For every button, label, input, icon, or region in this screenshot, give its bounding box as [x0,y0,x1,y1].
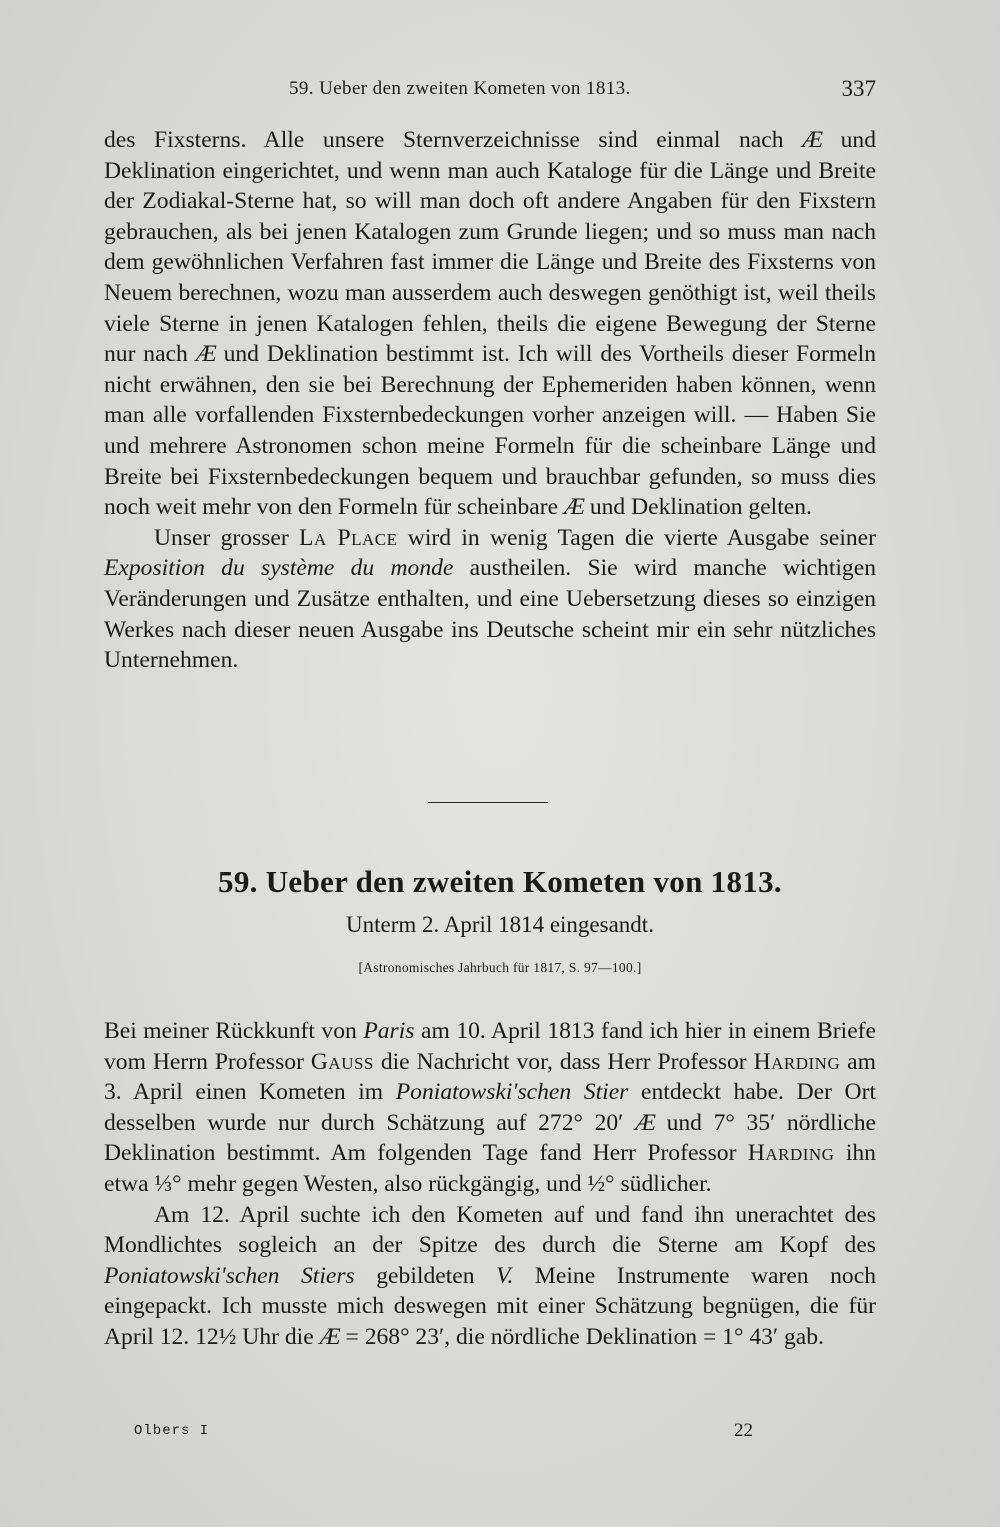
text-run: und Deklination eingerichtet, und wenn man auch Kataloge für die Länge und Breite der Zodiakal-Sterne hat, so will man doch oft andere Angaben für den Fixstern gebrauchen, als bei jenen Katalogen zum Grunde liegen; und so muss man nach dem gewöhnlichen Verfahren fast immer die Länge und Breite des Fixsterns von Neuem berechnen, wozu man ausserdem auch deswegen genöthigt ist, weil theils viele Sterne in jenen Katalogen fehlen, theils die eigene Bewegung der Sterne nur nach [104,127,876,368]
text-run: wird in wenig Tagen die vierte Ausgabe seiner [397,524,876,551]
text-run: Unser grosser [154,524,300,551]
page-footer [134,1420,834,1450]
text-run: am 3. April einen Kometen im [104,1048,876,1106]
section-source: [Astronomisches Jahrbuch für 1817, S. 97—100.] [358,960,642,975]
fraction: ½ [587,1170,606,1197]
text-run: ° mehr gegen Westen, also rückgängig, und [172,1170,588,1197]
text-run: Meine Instrumente waren noch eingepackt. Ich musste mich deswegen mit einer Schätzung begnügen, die für April 12. 12 [104,1262,876,1350]
text-run: ihn etwa [104,1140,876,1197]
text-run: und 7° 35′ nördliche Deklination bestimmt. Am folgenden Tage fand Herr Professor [104,1109,876,1167]
text-run: ° südlicher. [605,1170,712,1197]
text-run: gebildeten [354,1262,497,1289]
text-run: austheilen. Sie wird manche wichtigen Veränderungen und Zusätze enthalten, und eine Uebersetzung dieses so einzigen Werkes nach dieser neuen Ausgabe ins Deutsche scheint mir ein sehr nützliches Unternehmen. [104,555,876,674]
paragraph-april-12 [104,1200,876,1353]
text-block-bottom [104,1016,876,1353]
figure-letter: V. [496,1262,514,1289]
right-ascension-symbol: Æ [563,494,584,521]
signature-mark: Olbers I [134,1423,210,1439]
fraction: ½ [218,1323,237,1350]
person-name: Gauss [310,1048,374,1075]
right-ascension-symbol: Æ [634,1109,655,1136]
section-divider [428,802,548,803]
section-title: 59. Ueber den zweiten Kometen von 1813. [218,864,782,899]
text-block-top [104,125,876,676]
text-run: am 10. April 1813 fand ich hier in einem Briefe vom Herrn Professor [104,1018,876,1075]
constellation-name: Poniatowski'schen Stiers [104,1262,355,1289]
paragraph-fixstern [104,125,876,523]
sheet-number: 22 [734,1420,753,1441]
text-run: die Nachricht vor, dass Herr Professor [373,1048,754,1075]
paragraph-rueckkunft [104,1016,876,1200]
text-run: Uhr die [236,1323,320,1350]
fraction: ⅓ [154,1170,173,1197]
text-run: und Deklination bestimmt ist. Ich will des Vortheils dieser Formeln nicht erwähnen, den sie bei Berechnung der Ephemeriden haben können, wenn man alle vorfallenden Fixsternbedeckungen vorher anzeigen will. — Haben Sie und mehrere Astronomen schon meine Formeln für die scheinbare Länge und Breite bei Fixsternbedeckungen bequem und brauchbar gefunden, so muss dies noch weit mehr von den Formeln für scheinbare [104,341,876,521]
text-run: entdeckt habe. Der Ort desselben wurde nur durch Schätzung auf 272° 20′ [104,1079,877,1136]
text-run: und Deklination gelten. [583,494,812,521]
text-run: des Fixsterns. Alle unsere Sternverzeichnisse sind einmal nach [104,127,803,153]
right-ascension-symbol: Æ [319,1323,340,1350]
text-run: = 268° 23′, die nördliche Deklination = 1° 43′ gab. [339,1323,824,1350]
paragraph-laplace [104,523,876,676]
place-name: Paris [363,1018,415,1044]
right-ascension-symbol: Æ [195,341,216,368]
text-run: Am 12. April suchte ich den Kometen auf und fand ihn unerachtet des Mondlichtes sogleich an der Spitze des durch die Sterne am Kopf des [104,1201,876,1259]
book-title: Exposition du système du monde [104,555,454,582]
author-name: La Place [299,524,398,551]
constellation-name: Poniatowski'schen Stier [395,1079,629,1106]
running-title: 59. Ueber den zweiten Kometen von 1813. [289,78,631,99]
text-run: Bei meiner Rückkunft von [104,1018,364,1044]
page-number: 337 [841,76,876,101]
section-subtitle: Unterm 2. April 1814 eingesandt. [346,912,654,937]
person-name: Harding [753,1048,841,1075]
running-head [104,76,876,106]
right-ascension-symbol: Æ [802,127,823,153]
person-name: Harding [747,1140,835,1167]
